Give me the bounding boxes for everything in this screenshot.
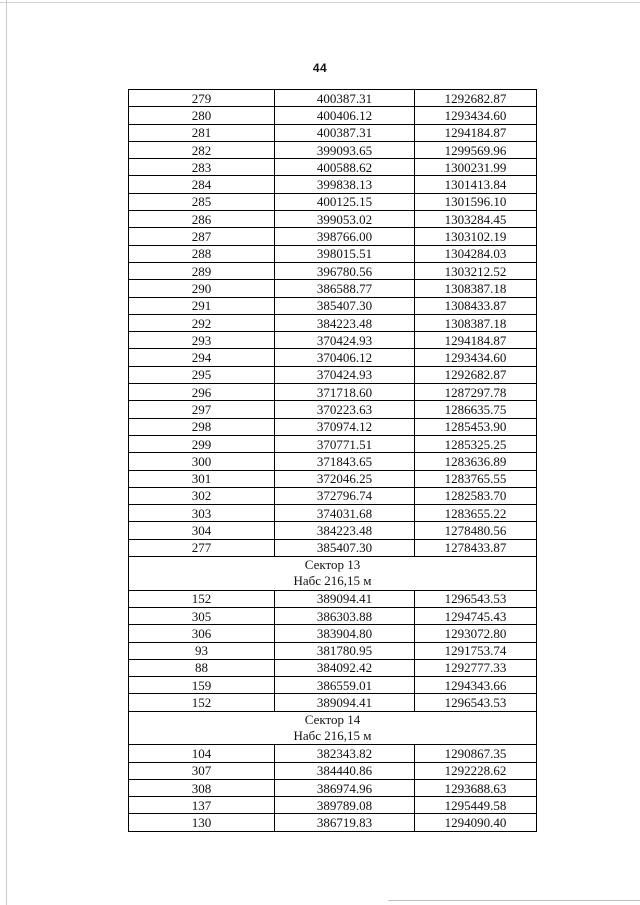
y-coordinate-cell: 1294745.43 bbox=[415, 607, 537, 624]
x-coordinate-cell: 400387.31 bbox=[275, 90, 415, 107]
table-row bbox=[129, 90, 537, 107]
x-coordinate-cell: 371843.65 bbox=[275, 453, 415, 470]
point-number-cell: 277 bbox=[129, 539, 275, 556]
sector-header-row bbox=[129, 711, 537, 745]
table-row bbox=[129, 332, 537, 349]
sector-title: Сектор 14 bbox=[304, 711, 361, 727]
y-coordinate-cell: 1301413.84 bbox=[415, 176, 537, 193]
table-row bbox=[129, 262, 537, 279]
y-coordinate-cell: 1283636.89 bbox=[415, 453, 537, 470]
y-coordinate-cell: 1293434.60 bbox=[415, 107, 537, 124]
x-coordinate-cell: 374031.68 bbox=[275, 505, 415, 522]
sector-header-row bbox=[129, 557, 537, 591]
point-number-cell: 280 bbox=[129, 107, 275, 124]
x-coordinate-cell: 370974.12 bbox=[275, 418, 415, 435]
y-coordinate-cell: 1287297.78 bbox=[415, 384, 537, 401]
point-number-cell: 289 bbox=[129, 262, 275, 279]
table-row bbox=[129, 193, 537, 210]
sector-elevation: Набс 216,15 м bbox=[293, 573, 372, 589]
page-edge-left bbox=[6, 0, 7, 905]
x-coordinate-cell: 386303.88 bbox=[275, 607, 415, 624]
table-row bbox=[129, 607, 537, 624]
x-coordinate-cell: 400406.12 bbox=[275, 107, 415, 124]
table-row bbox=[129, 522, 537, 539]
point-number-cell: 287 bbox=[129, 228, 275, 245]
x-coordinate-cell: 384223.48 bbox=[275, 522, 415, 539]
y-coordinate-cell: 1293072.80 bbox=[415, 625, 537, 642]
y-coordinate-cell: 1308387.18 bbox=[415, 314, 537, 331]
y-coordinate-cell: 1303284.45 bbox=[415, 211, 537, 228]
x-coordinate-cell: 385407.30 bbox=[275, 297, 415, 314]
point-number-cell: 295 bbox=[129, 366, 275, 383]
sector-title: Сектор 13 bbox=[304, 557, 361, 573]
table-row bbox=[129, 211, 537, 228]
x-coordinate-cell: 385407.30 bbox=[275, 539, 415, 556]
x-coordinate-cell: 386588.77 bbox=[275, 280, 415, 297]
point-number-cell: 294 bbox=[129, 349, 275, 366]
point-number-cell: 152 bbox=[129, 590, 275, 607]
table-row bbox=[129, 745, 537, 762]
y-coordinate-cell: 1295449.58 bbox=[415, 797, 537, 814]
y-coordinate-cell: 1292682.87 bbox=[415, 90, 537, 107]
y-coordinate-cell: 1292777.33 bbox=[415, 659, 537, 676]
y-coordinate-cell: 1293688.63 bbox=[415, 779, 537, 796]
x-coordinate-cell: 370424.93 bbox=[275, 332, 415, 349]
table-row bbox=[129, 590, 537, 607]
x-coordinate-cell: 372046.25 bbox=[275, 470, 415, 487]
x-coordinate-cell: 389094.41 bbox=[275, 694, 415, 711]
table-row bbox=[129, 314, 537, 331]
point-number-cell: 286 bbox=[129, 211, 275, 228]
y-coordinate-cell: 1296543.53 bbox=[415, 694, 537, 711]
table-row bbox=[129, 401, 537, 418]
x-coordinate-cell: 386974.96 bbox=[275, 779, 415, 796]
point-number-cell: 306 bbox=[129, 625, 275, 642]
table-row bbox=[129, 435, 537, 452]
point-number-cell: 300 bbox=[129, 453, 275, 470]
table-row bbox=[129, 228, 537, 245]
table-row bbox=[129, 694, 537, 711]
point-number-cell: 303 bbox=[129, 505, 275, 522]
point-number-cell: 302 bbox=[129, 487, 275, 504]
table-row bbox=[129, 453, 537, 470]
table-row bbox=[129, 245, 537, 262]
x-coordinate-cell: 372796.74 bbox=[275, 487, 415, 504]
x-coordinate-cell: 400387.31 bbox=[275, 124, 415, 141]
point-number-cell: 288 bbox=[129, 245, 275, 262]
y-coordinate-cell: 1294343.66 bbox=[415, 677, 537, 694]
point-number-cell: 137 bbox=[129, 797, 275, 814]
y-coordinate-cell: 1285453.90 bbox=[415, 418, 537, 435]
point-number-cell: 301 bbox=[129, 470, 275, 487]
point-number-cell: 88 bbox=[129, 659, 275, 676]
coordinates-table-body bbox=[129, 90, 537, 832]
table-row bbox=[129, 762, 537, 779]
x-coordinate-cell: 400125.15 bbox=[275, 193, 415, 210]
x-coordinate-cell: 381780.95 bbox=[275, 642, 415, 659]
y-coordinate-cell: 1292682.87 bbox=[415, 366, 537, 383]
y-coordinate-cell: 1294184.87 bbox=[415, 124, 537, 141]
y-coordinate-cell: 1290867.35 bbox=[415, 745, 537, 762]
table-row bbox=[129, 384, 537, 401]
x-coordinate-cell: 399053.02 bbox=[275, 211, 415, 228]
y-coordinate-cell: 1303212.52 bbox=[415, 262, 537, 279]
x-coordinate-cell: 370223.63 bbox=[275, 401, 415, 418]
table-row bbox=[129, 659, 537, 676]
y-coordinate-cell: 1278433.87 bbox=[415, 539, 537, 556]
y-coordinate-cell: 1282583.70 bbox=[415, 487, 537, 504]
y-coordinate-cell: 1308433.87 bbox=[415, 297, 537, 314]
point-number-cell: 283 bbox=[129, 159, 275, 176]
x-coordinate-cell: 384223.48 bbox=[275, 314, 415, 331]
page-edge-top bbox=[0, 2, 640, 3]
y-coordinate-cell: 1278480.56 bbox=[415, 522, 537, 539]
point-number-cell: 305 bbox=[129, 607, 275, 624]
y-coordinate-cell: 1301596.10 bbox=[415, 193, 537, 210]
table-row bbox=[129, 124, 537, 141]
x-coordinate-cell: 386719.83 bbox=[275, 814, 415, 831]
y-coordinate-cell: 1291753.74 bbox=[415, 642, 537, 659]
y-coordinate-cell: 1286635.75 bbox=[415, 401, 537, 418]
x-coordinate-cell: 389094.41 bbox=[275, 590, 415, 607]
table-row bbox=[129, 797, 537, 814]
table-row bbox=[129, 141, 537, 158]
y-coordinate-cell: 1304284.03 bbox=[415, 245, 537, 262]
table-row bbox=[129, 349, 537, 366]
table-row bbox=[129, 487, 537, 504]
point-number-cell: 290 bbox=[129, 280, 275, 297]
point-number-cell: 93 bbox=[129, 642, 275, 659]
table-row bbox=[129, 297, 537, 314]
x-coordinate-cell: 383904.80 bbox=[275, 625, 415, 642]
x-coordinate-cell: 371718.60 bbox=[275, 384, 415, 401]
point-number-cell: 281 bbox=[129, 124, 275, 141]
point-number-cell: 307 bbox=[129, 762, 275, 779]
table-row bbox=[129, 280, 537, 297]
point-number-cell: 279 bbox=[129, 90, 275, 107]
table-row bbox=[129, 642, 537, 659]
x-coordinate-cell: 400588.62 bbox=[275, 159, 415, 176]
table-row bbox=[129, 779, 537, 796]
y-coordinate-cell: 1293434.60 bbox=[415, 349, 537, 366]
table-row bbox=[129, 505, 537, 522]
page-number: 44 bbox=[312, 61, 328, 75]
x-coordinate-cell: 384440.86 bbox=[275, 762, 415, 779]
x-coordinate-cell: 370771.51 bbox=[275, 435, 415, 452]
x-coordinate-cell: 370406.12 bbox=[275, 349, 415, 366]
table-row bbox=[129, 418, 537, 435]
y-coordinate-cell: 1303102.19 bbox=[415, 228, 537, 245]
point-number-cell: 104 bbox=[129, 745, 275, 762]
point-number-cell: 285 bbox=[129, 193, 275, 210]
x-coordinate-cell: 389789.08 bbox=[275, 797, 415, 814]
y-coordinate-cell: 1283765.55 bbox=[415, 470, 537, 487]
point-number-cell: 130 bbox=[129, 814, 275, 831]
x-coordinate-cell: 399093.65 bbox=[275, 141, 415, 158]
sector-elevation: Набс 216,15 м bbox=[293, 727, 372, 743]
table-row bbox=[129, 539, 537, 556]
page-footer-line bbox=[388, 900, 640, 901]
x-coordinate-cell: 396780.56 bbox=[275, 262, 415, 279]
y-coordinate-cell: 1299569.96 bbox=[415, 141, 537, 158]
table-row bbox=[129, 470, 537, 487]
coordinates-table bbox=[128, 89, 537, 832]
point-number-cell: 284 bbox=[129, 176, 275, 193]
point-number-cell: 308 bbox=[129, 779, 275, 796]
table-row bbox=[129, 366, 537, 383]
x-coordinate-cell: 399838.13 bbox=[275, 176, 415, 193]
table-row bbox=[129, 107, 537, 124]
table-row bbox=[129, 814, 537, 831]
point-number-cell: 293 bbox=[129, 332, 275, 349]
y-coordinate-cell: 1294184.87 bbox=[415, 332, 537, 349]
table-row bbox=[129, 176, 537, 193]
point-number-cell: 299 bbox=[129, 435, 275, 452]
point-number-cell: 297 bbox=[129, 401, 275, 418]
y-coordinate-cell: 1283655.22 bbox=[415, 505, 537, 522]
y-coordinate-cell: 1294090.40 bbox=[415, 814, 537, 831]
point-number-cell: 304 bbox=[129, 522, 275, 539]
point-number-cell: 291 bbox=[129, 297, 275, 314]
x-coordinate-cell: 382343.82 bbox=[275, 745, 415, 762]
point-number-cell: 298 bbox=[129, 418, 275, 435]
sector-header bbox=[129, 557, 537, 591]
x-coordinate-cell: 386559.01 bbox=[275, 677, 415, 694]
y-coordinate-cell: 1308387.18 bbox=[415, 280, 537, 297]
point-number-cell: 282 bbox=[129, 141, 275, 158]
x-coordinate-cell: 398015.51 bbox=[275, 245, 415, 262]
x-coordinate-cell: 370424.93 bbox=[275, 366, 415, 383]
y-coordinate-cell: 1292228.62 bbox=[415, 762, 537, 779]
y-coordinate-cell: 1296543.53 bbox=[415, 590, 537, 607]
point-number-cell: 159 bbox=[129, 677, 275, 694]
point-number-cell: 296 bbox=[129, 384, 275, 401]
table-row bbox=[129, 677, 537, 694]
sector-header bbox=[129, 711, 537, 745]
table-row bbox=[129, 159, 537, 176]
x-coordinate-cell: 384092.42 bbox=[275, 659, 415, 676]
point-number-cell: 152 bbox=[129, 694, 275, 711]
table-row bbox=[129, 625, 537, 642]
point-number-cell: 292 bbox=[129, 314, 275, 331]
y-coordinate-cell: 1285325.25 bbox=[415, 435, 537, 452]
y-coordinate-cell: 1300231.99 bbox=[415, 159, 537, 176]
x-coordinate-cell: 398766.00 bbox=[275, 228, 415, 245]
